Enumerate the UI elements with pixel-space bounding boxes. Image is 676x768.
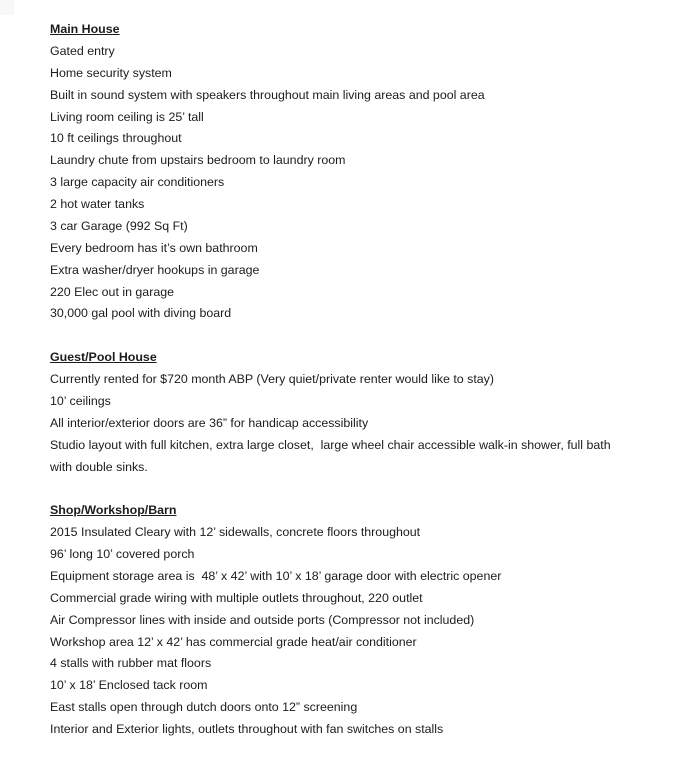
section-shop-workshop-barn xyxy=(50,500,625,741)
feature-line: 3 large capacity air conditioners xyxy=(50,175,225,190)
feature-line: 3 car Garage (992 Sq Ft) xyxy=(50,218,188,233)
feature-line: Workshop area 12’ x 42’ has commercial grade heat/air conditioner xyxy=(50,634,417,649)
section-guest-pool-house xyxy=(50,347,625,478)
feature-line: 10 ft ceilings throughout xyxy=(50,131,182,146)
section-heading-guest-pool-house: Guest/Pool House xyxy=(50,350,157,365)
feature-line: 10’ x 18’ Enclosed tack room xyxy=(50,678,208,693)
feature-line: Every bedroom has it’s own bathroom xyxy=(50,240,258,255)
feature-line: 2 hot water tanks xyxy=(50,197,145,211)
feature-line: 220 Elec out in garage xyxy=(50,284,174,299)
feature-line: Gated entry xyxy=(50,43,115,58)
feature-line: 10’ ceilings xyxy=(50,393,111,408)
feature-line: 96’ long 10’ covered porch xyxy=(50,547,195,561)
feature-line: 2015 Insulated Cleary with 12’ sidewalls, concrete floors throughout xyxy=(50,525,421,540)
feature-line: 30,000 gal pool with diving board xyxy=(50,306,232,321)
feature-line: Living room ceiling is 25’ tall xyxy=(50,109,204,124)
feature-line: Built in sound system with speakers throughout main living areas and pool area xyxy=(50,87,485,102)
feature-line: Extra washer/dryer hookups in garage xyxy=(50,262,260,277)
feature-line: Currently rented for $720 month ABP (Very quiet/private renter would like to stay) xyxy=(50,372,494,386)
section-heading-shop-workshop-barn: Shop/Workshop/Barn xyxy=(50,503,177,518)
feature-line: 4 stalls with rubber mat floors xyxy=(50,656,212,671)
feature-line: East stalls open through dutch doors onto 12” screening xyxy=(50,700,358,715)
feature-line: Interior and Exterior lights, outlets throughout with fan switches on stalls xyxy=(50,722,444,736)
page-corner-artifact xyxy=(0,0,14,15)
feature-line: Studio layout with full kitchen, extra large closet, large wheel chair accessible walk-in shower, full bath with double sinks. xyxy=(50,437,615,474)
feature-line: Laundry chute from upstairs bedroom to laundry room xyxy=(50,153,346,168)
section-main-house xyxy=(50,19,625,325)
feature-line: Home security system xyxy=(50,65,172,80)
feature-line: Equipment storage area is 48’ x 42’ with 10’ x 18’ garage door with electric opener xyxy=(50,568,502,583)
feature-line: All interior/exterior doors are 36” for handicap accessibility xyxy=(50,415,369,430)
feature-line: Air Compressor lines with inside and outside ports (Compressor not included) xyxy=(50,612,475,627)
section-heading-main-house: Main House xyxy=(50,22,120,36)
feature-line: Commercial grade wiring with multiple outlets throughout, 220 outlet xyxy=(50,590,423,605)
